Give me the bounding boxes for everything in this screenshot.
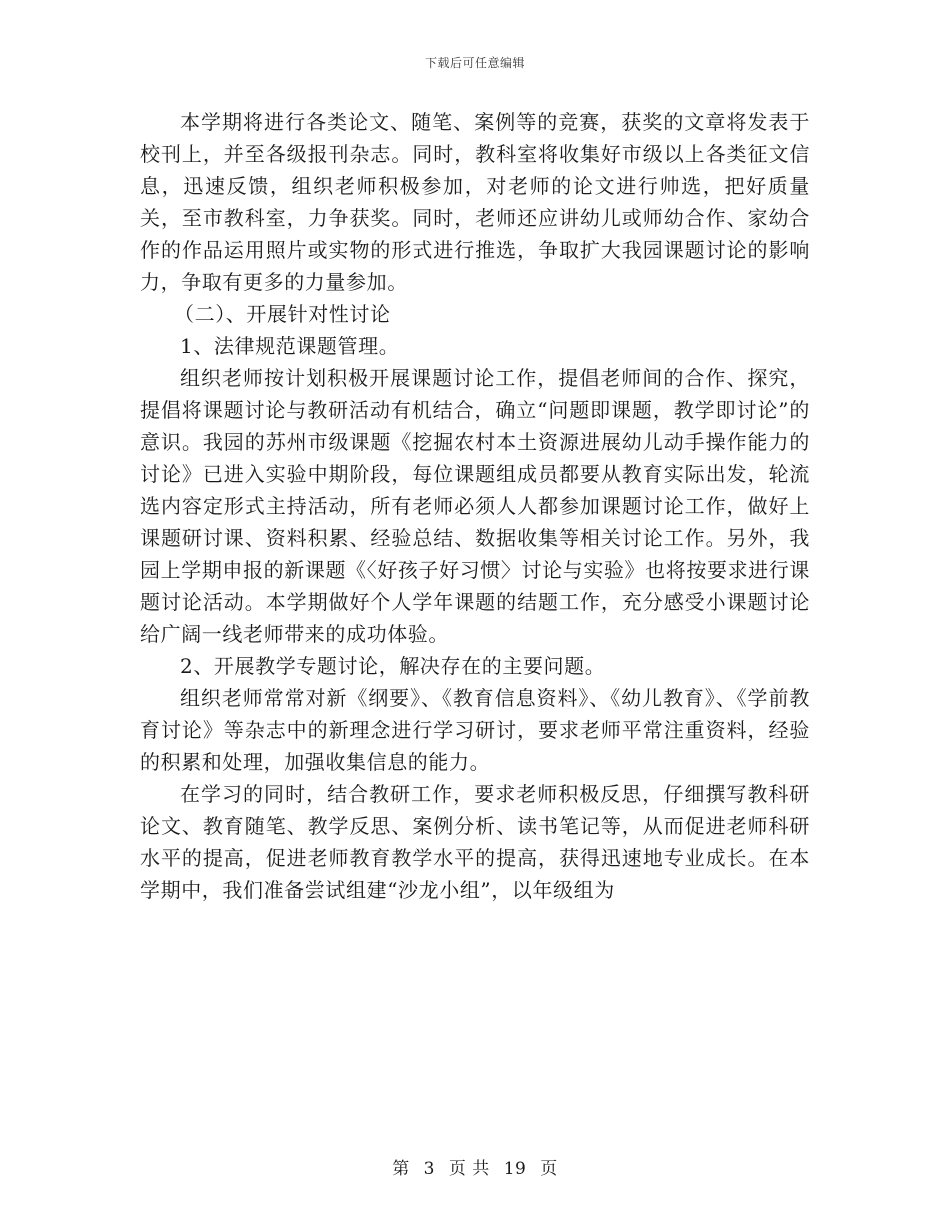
subheading-1: 1、法律规范课题管理。 [180, 334, 400, 358]
footer-prefix: 第 [392, 1159, 410, 1179]
footer-suffix: 页 [540, 1159, 558, 1179]
section-heading: （二）、开展针对性讨论 [174, 302, 391, 326]
page-footer [0, 1154, 950, 1179]
paragraph-competition: 本学期将进行各类论文、随笔、案例等的竞赛，获奖的文章将发表于校刊上，并至各级报刊杂志。同时，教科室将收集好市级以上各类征文信息，迅速反馈，组织老师积极参加，对老师的论文进行帅选，把好质量关，至市教科室，力争获奖。同时，老师还应讲幼儿或师幼合作、家幼合作的作品运用照片或实物的形式进行推选，争取扩大我园课题讨论的影响力，争取有更多的力量参加。 [140, 110, 810, 294]
paragraph-study-journals: 组织老师常常对新《纲要》、《教育信息资料》、《幼儿教育》、《学前教育讨论》等杂志中的新理念进行学习研讨，要求老师平常注重资料，经验的积累和处理，加强收集信息的能力。 [140, 686, 810, 774]
subheading-2: 2、开展教学专题讨论，解决存在的主要问题。 [180, 654, 606, 678]
header-note: 下载后可任意编辑 [424, 56, 525, 70]
footer-current-page: 3 [423, 1159, 435, 1179]
paragraph-reflection: 在学习的同时，结合教研工作，要求老师积极反思，仔细撰写教科研论文、教育随笔、教学反思、案例分析、读书笔记等，从而促进老师科研水平的提高，促进老师教育教学水平的提高，获得迅速地专业成长。在本学期中，我们准备尝试组建“沙龙小组”，以年级组为 [140, 782, 810, 902]
paragraph-research-management: 组织老师按计划积极开展课题讨论工作，提倡老师间的合作、探究，提倡将课题讨论与教研活动有机结合，确立“问题即课题，教学即讨论”的意识。我园的苏州市级课题《挖掘农村本土资源进展幼儿动手操作能力的讨论》已进入实验中期阶段，每位课题组成员都要从教育实际出发，轮流选内容定形式主持活动，所有老师必须人人都参加课题讨论工作，做好上课题研讨课、资料积累、经验总结、数据收集等相关讨论工作。另外，我园上学期申报的新课题《〈好孩子好习惯〉讨论与实验》也将按要求进行课题讨论活动。本学期做好个人学年课题的结题工作，充分感受小课题讨论给广阔一线老师带来的成功体验。 [140, 366, 810, 646]
footer-middle: 页 共 [448, 1159, 490, 1179]
footer-total-pages: 19 [503, 1159, 527, 1179]
document-body [140, 106, 810, 906]
